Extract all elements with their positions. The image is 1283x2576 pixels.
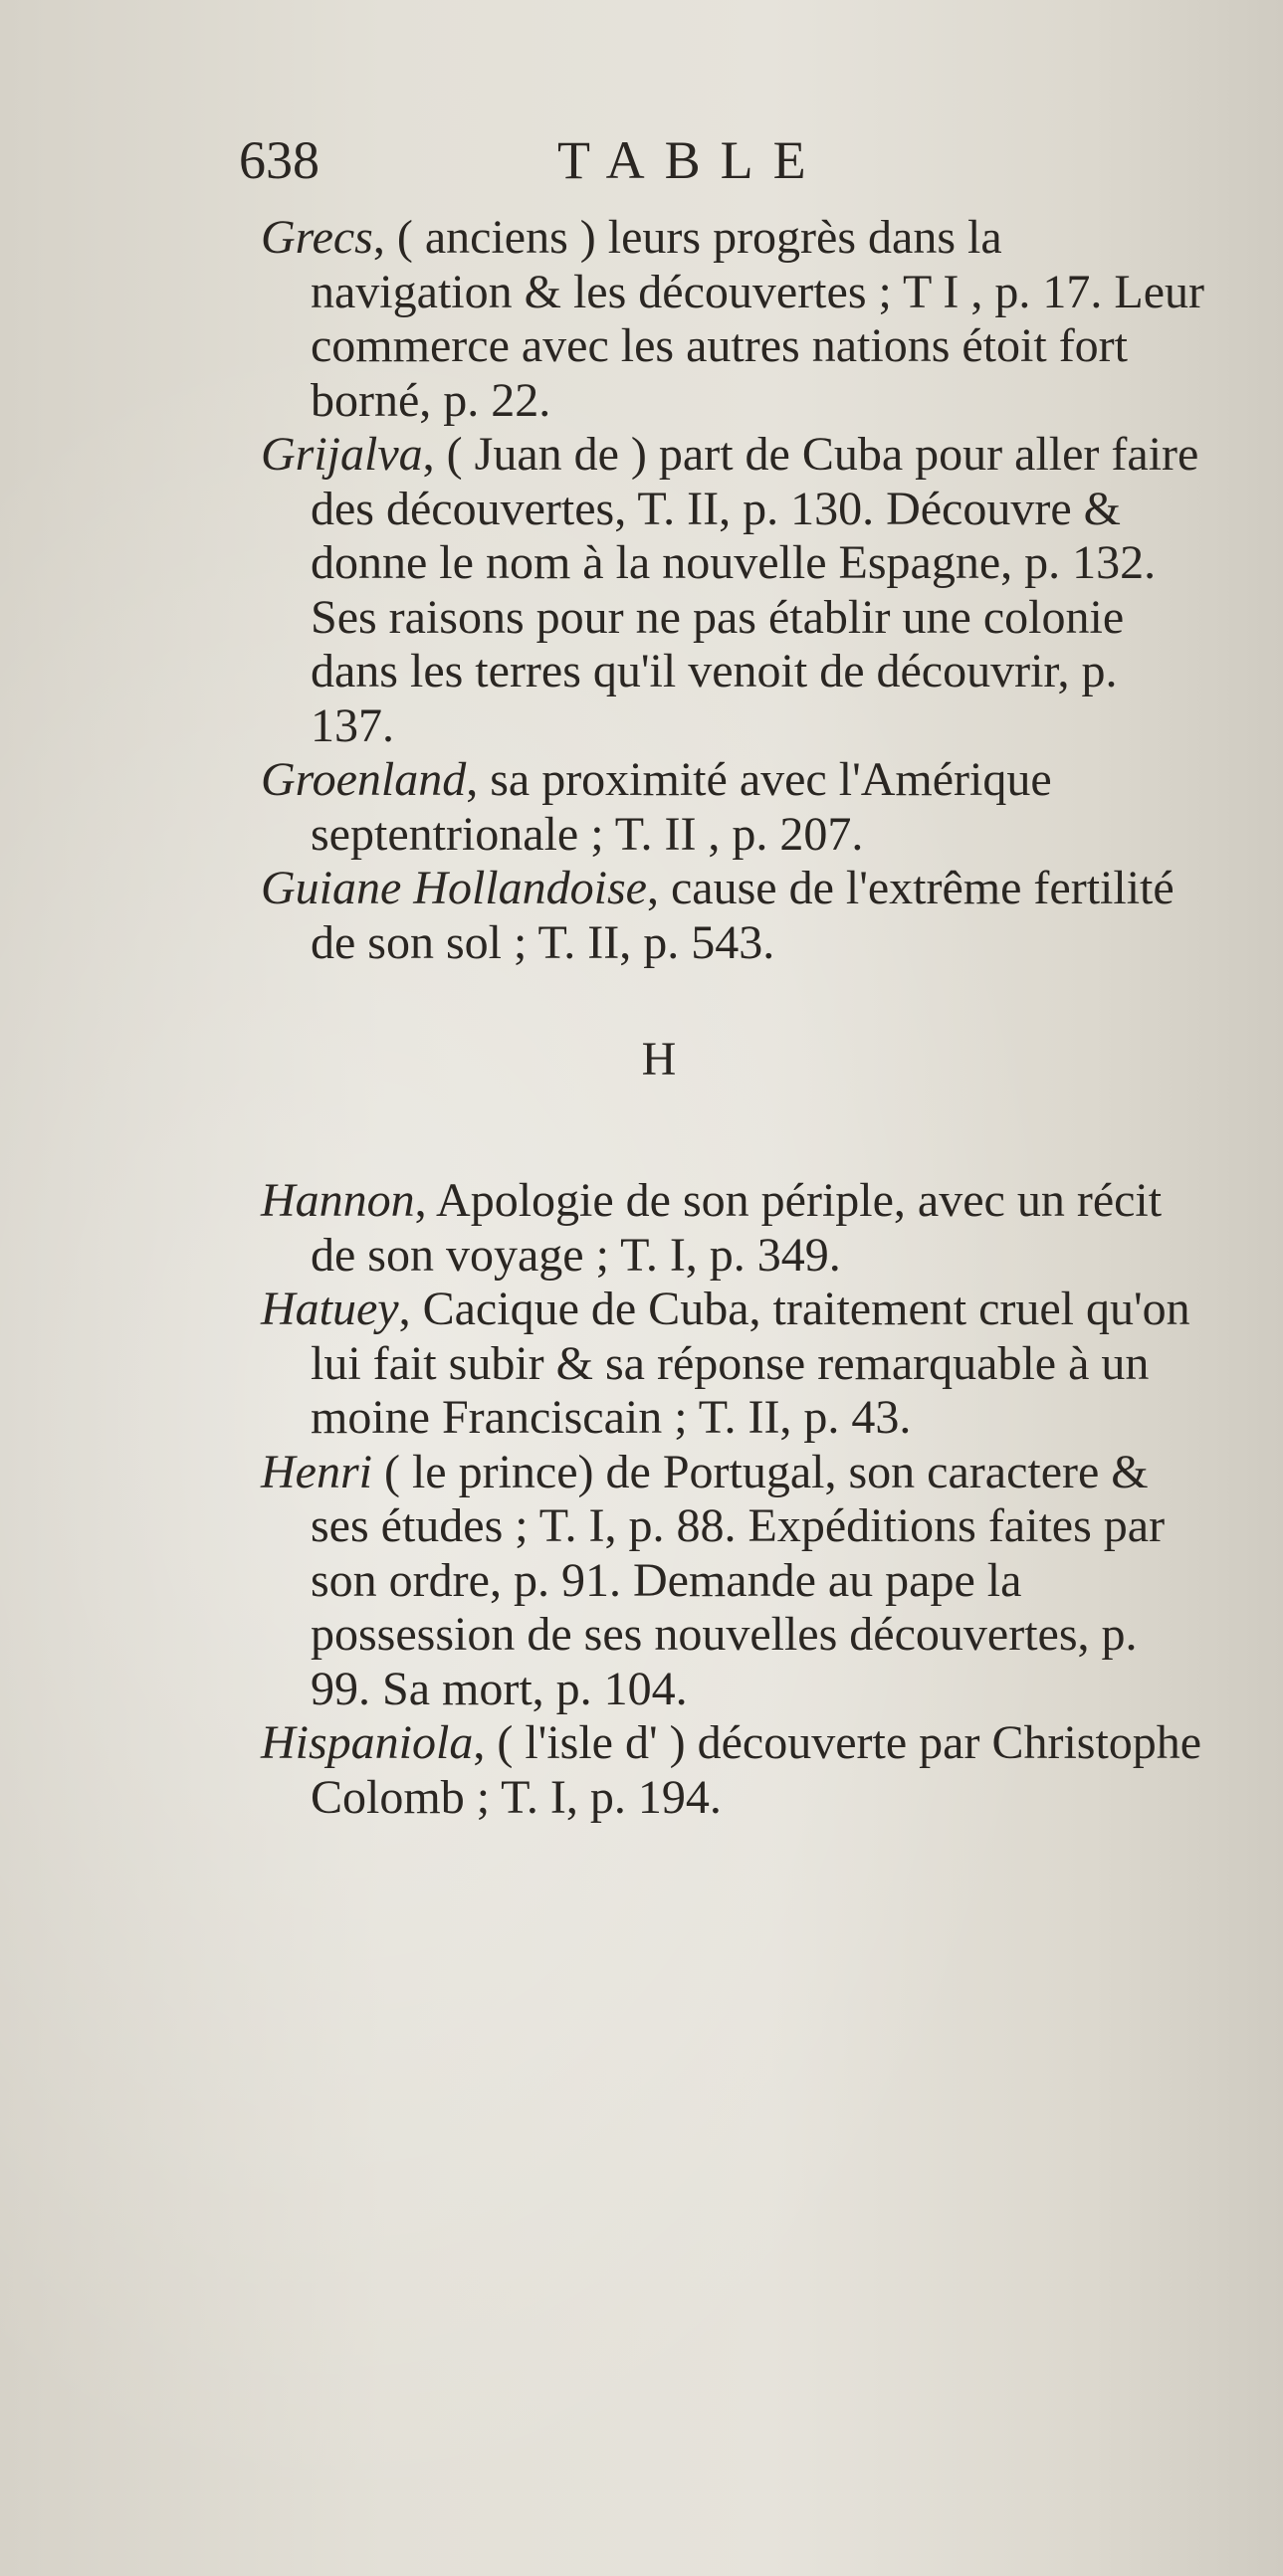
entry-text: ( le prince) de Portugal, son caractere & ses études ; T. I, p. 88. Expéditions faites par son ordre, p. 91. Demande au pape la possession de ses nouvelles découvertes, p. 99. Sa mort, p. 104. xyxy=(311,1445,1166,1715)
index-entry xyxy=(261,753,1206,862)
index-entry xyxy=(261,211,1206,428)
entry-headword: Guiane Hollandoise xyxy=(261,862,647,914)
index-entry xyxy=(261,1446,1206,1717)
entry-headword: Hannon xyxy=(261,1174,415,1227)
index-entry xyxy=(261,862,1206,970)
index-entry xyxy=(261,428,1206,753)
entry-text: , Apologie de son périple, avec un récit de son voyage ; T. I, p. 349. xyxy=(311,1174,1163,1282)
entry-headword: Hatuey xyxy=(261,1283,399,1335)
entry-text: , sa proximité avec l'Amérique septentrionale ; T. II , p. 207. xyxy=(311,753,1052,861)
index-entry xyxy=(261,1283,1206,1446)
running-title: TABLE xyxy=(557,130,826,190)
section-letter-heading: H xyxy=(641,1033,677,1086)
entry-text: , ( l'isle d' ) découverte par Christophe Colomb ; T. I, p. 194. xyxy=(311,1716,1202,1824)
entry-headword: Grecs xyxy=(261,211,373,264)
page-number: 638 xyxy=(239,130,320,190)
index-entry xyxy=(261,1174,1206,1283)
entry-text: , cause de l'extrême fertilité de son sol ; T. II, p. 543. xyxy=(311,862,1175,969)
entry-headword: Henri xyxy=(261,1445,372,1498)
entry-headword: Groenland xyxy=(261,753,467,806)
page-header xyxy=(239,129,1035,209)
index-entry xyxy=(261,1716,1206,1825)
index-entries xyxy=(261,211,1206,1825)
entry-headword: Hispaniola xyxy=(261,1716,474,1769)
entry-text: , ( Juan de ) part de Cuba pour aller faire des découvertes, T. II, p. 130. Découvre & donne le nom à la nouvelle Espagne, p. 132. Ses raisons pour ne pas établir une colonie dans les terres qu'il venoit de découvrir, p. 137. xyxy=(311,428,1199,752)
entry-text: , Cacique de Cuba, traitement cruel qu'on lui fait subir & sa réponse remarquable à un moine Franciscain ; T. II, p. 43. xyxy=(311,1283,1190,1444)
entry-text: , ( anciens ) leurs progrès dans la navigation & les découvertes ; T I , p. 17. Leur commerce avec les autres nations étoit fort borné, p. 22. xyxy=(311,211,1205,427)
entry-headword: Grijalva xyxy=(261,428,423,481)
